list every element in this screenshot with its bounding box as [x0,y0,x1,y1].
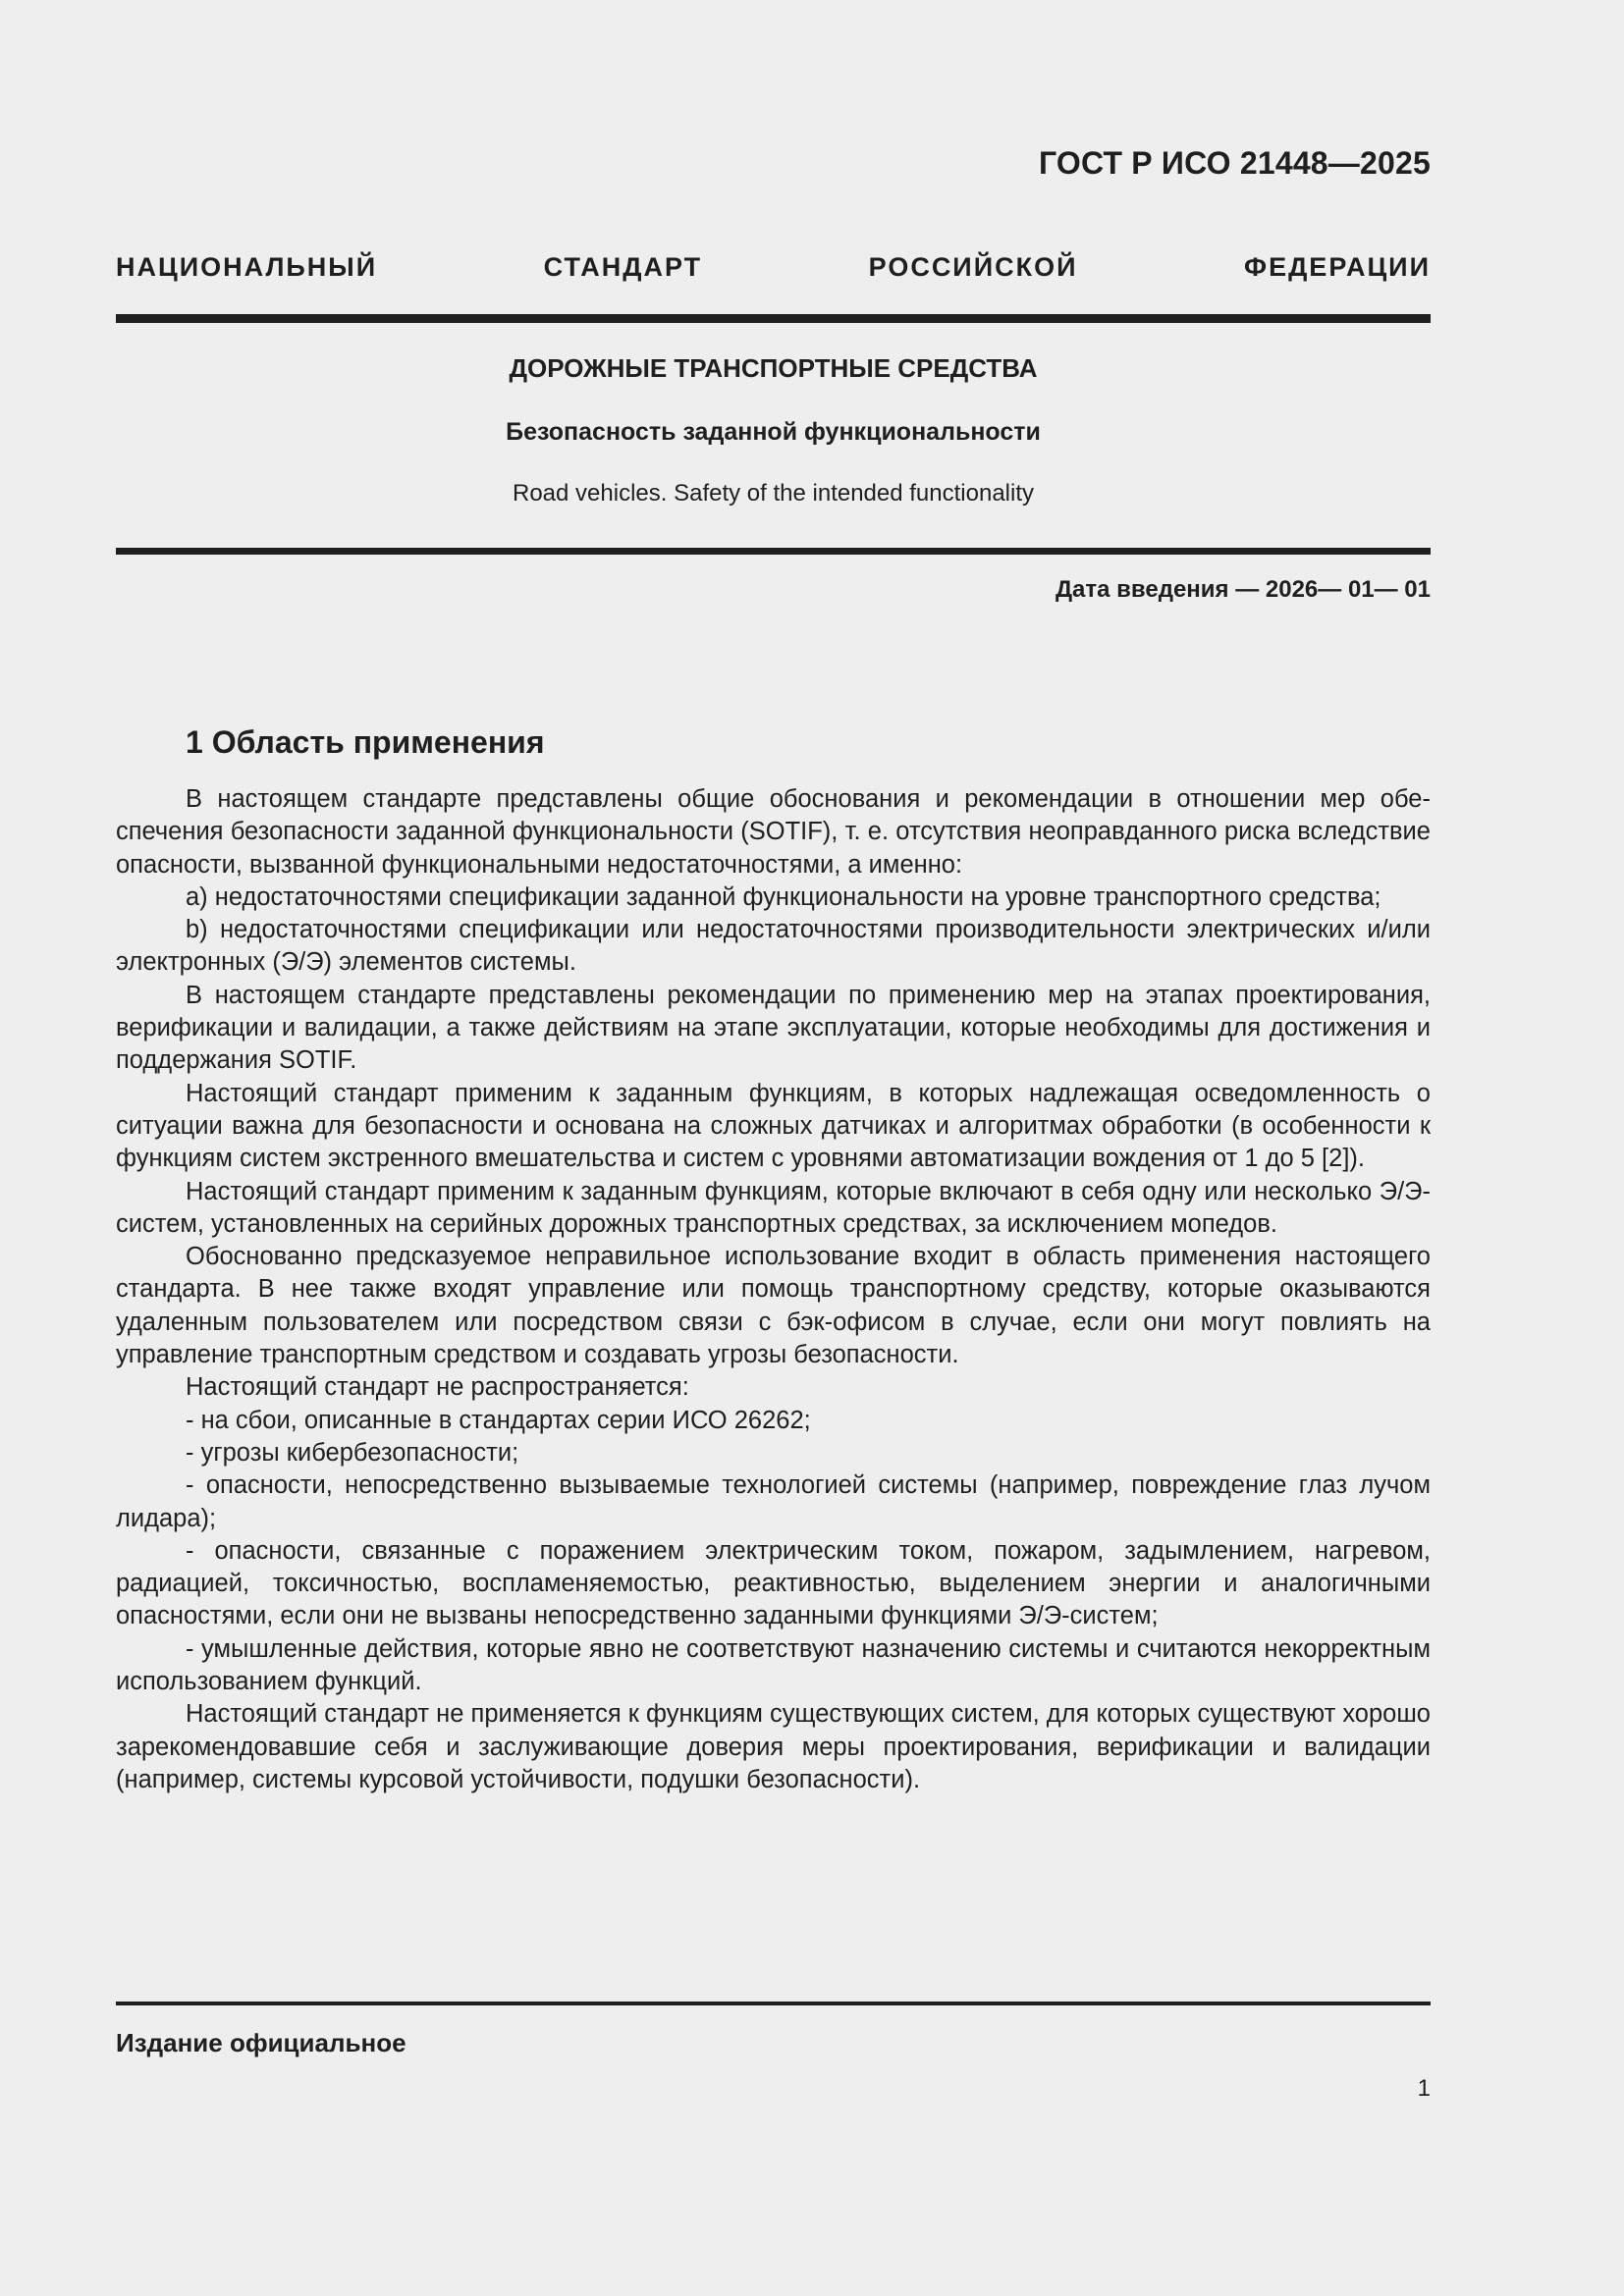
national-standard-heading: НАЦИОНАЛЬНЫЙ СТАНДАРТ РОССИЙСКОЙ ФЕДЕРАЦИИ [116,252,1431,282]
footer-divider [116,2002,1431,2005]
list-item: - на сбои, описанные в стандартах серии ИСО 26262; [186,1406,811,1434]
paragraph: Настоящий стандарт применим к заданным функциям, которые включают в себя одну или несколько Э/Э-систем, установленных на серийных дорожных транспортных средствах, за исключением мопедов. [116,1177,1431,1238]
paragraph: Настоящий стандарт не распространяется: [186,1373,689,1402]
list-item: - умышленные действия, которые явно не соответствуют назначению системы и считаются некорректным использованием функций. [116,1634,1431,1696]
list-item: a) недостаточностями спецификации заданной функциональности на уровне транспортного средства; [186,882,1381,911]
document-title: ДОРОЖНЫЕ ТРАНСПОРТНЫЕ СРЕДСТВА [509,353,1038,383]
edition-label: Издание официальное [116,2028,406,2057]
introduction-date: Дата введения — 2026— 01— 01 [1055,576,1431,603]
paragraph: В настоящем стандарте представлены общие обоснования и рекомендации в отношении мер обеспечения безопасности заданной функциональности (SOTIF), т. е. отсутствия неоправданного риска вследствие опасности, вызванной функциональными недостаточностями, а именно: [116,785,1431,879]
list-item: - опасности, непосредственно вызываемые технологией системы (например, повреждение глаз лучом лидара); [116,1471,1431,1532]
section-heading: 1 Область применения [186,724,545,760]
document-subtitle: Безопасность заданной функциональности [506,418,1041,446]
paragraph: Настоящий стандарт применим к заданным функциям, в которых надлежащая осведомленность о ситуации важна для безопасности и основана на сложных датчиках и алгоритмах обработки (в особенности к функциям систем экстренного вмешательства и систем с уровнями автоматизации вождения от 1 до 5 [2]). [116,1079,1431,1173]
list-item: - угрозы кибербезопасности; [186,1438,519,1467]
top-divider [116,314,1431,323]
document-code: ГОСТ Р ИСО 21448—2025 [1038,145,1431,181]
section-body [116,783,1431,1796]
document-title-english: Road vehicles. Safety of the intended functionality [513,480,1034,507]
paragraph: В настоящем стандарте представлены рекомендации по применению мер на этапах проектирования, верификации и валидации, а также действиям на этапе эксплуатации, которые необходимы для достижения и поддержания SOTIF. [116,981,1431,1075]
paragraph: Обоснованно предсказуемое неправильное использование входит в область применения настоящего стандарта. В нее также входят управление или помощь транспортному средству, которые оказываются удаленным пользователем или посредством связи с бэк-офисом в случае, если они могут повлиять на управление транспортным средством и создавать угрозы безопасности. [116,1243,1431,1369]
page-number: 1 [1417,2075,1431,2102]
title-divider [116,548,1431,555]
list-item: - опасности, связанные с поражением электрическим током, пожаром, задымлением, нагревом, радиацией, токсичностью, воспламеняемостью, реактивностью, выделением энергии и аналогичными опасностями, если они не вызваны непосредственно заданными функциями Э/Э-систем; [116,1536,1431,1630]
list-item: b) недостаточностями спецификации или недостаточностями производительности электрических и/или электронных (Э/Э) элементов системы. [116,916,1431,977]
paragraph: Настоящий стандарт не применяется к функциям существующих систем, для которых существуют хорошо зарекомендовавшие себя и заслуживающие доверия меры проектирования, верификации и валидации (например, системы курсовой устойчивости, подушки безопасности). [116,1700,1431,1793]
